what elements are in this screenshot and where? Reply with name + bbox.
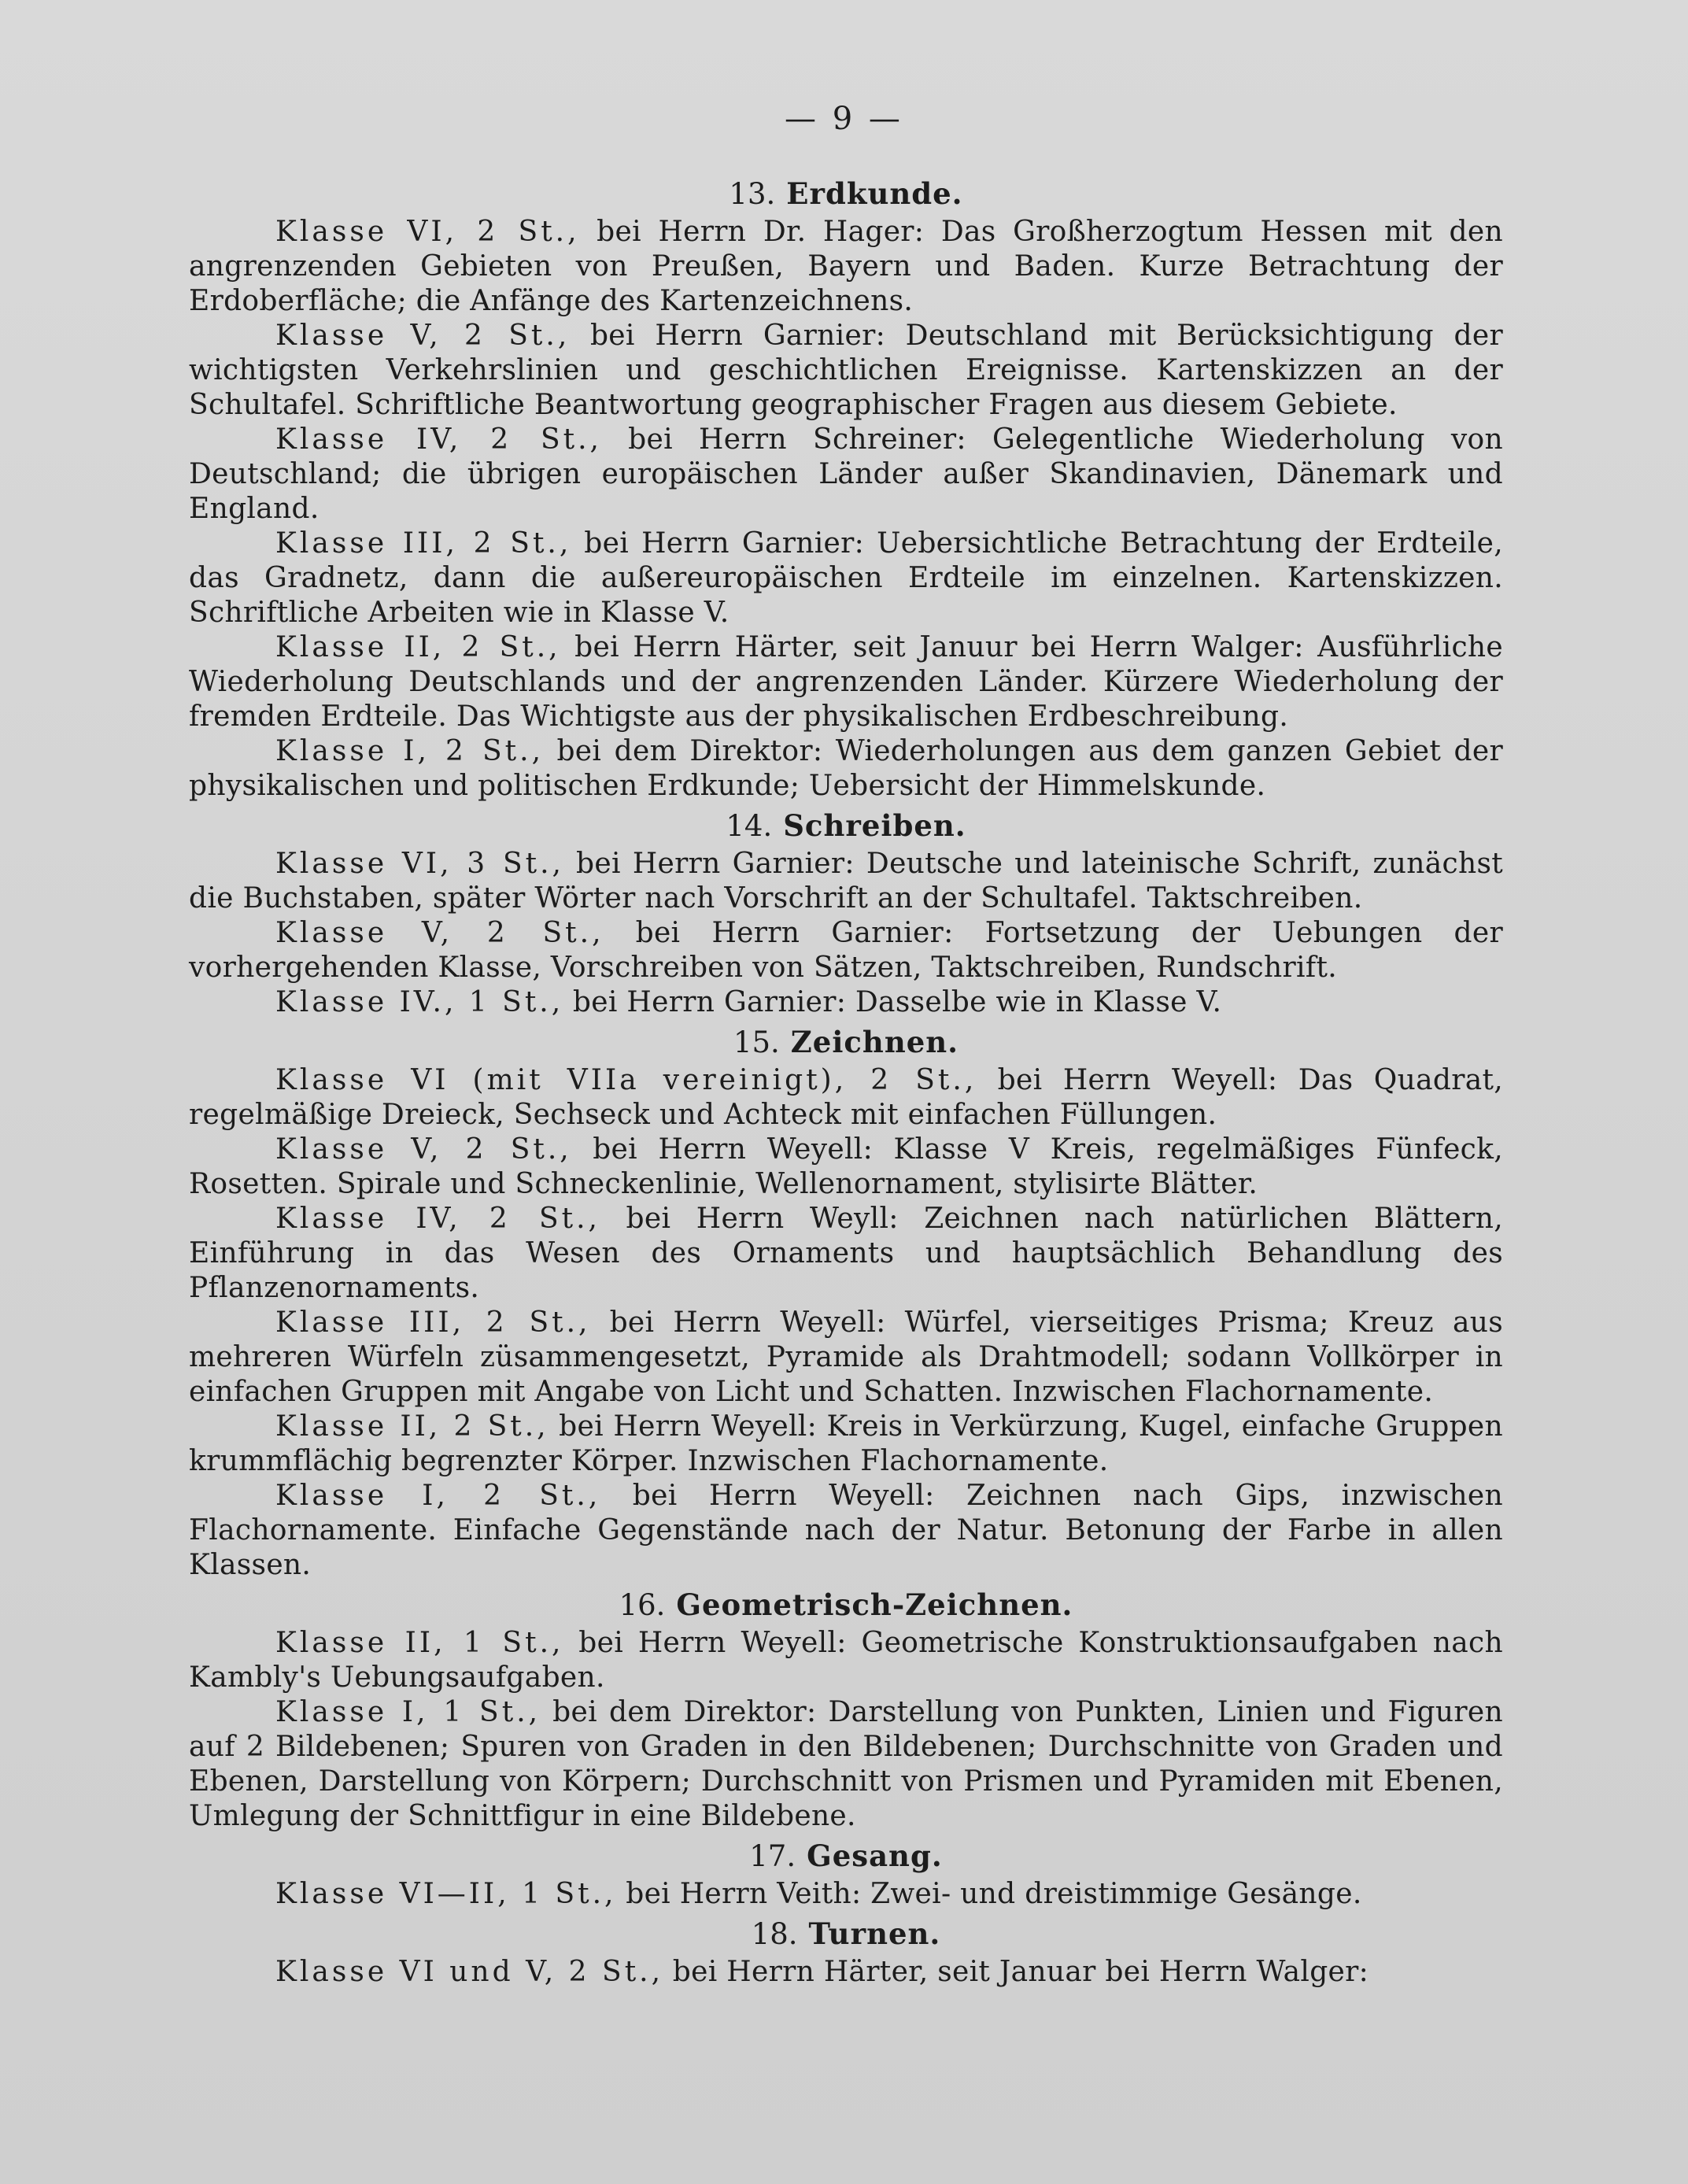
- section-number: 18.: [751, 1917, 798, 1951]
- section-gesang: [189, 1838, 1503, 1912]
- section-title: Schreiben.: [783, 808, 966, 843]
- class-label: Klasse II, 2 St.,: [275, 1410, 549, 1443]
- class-label: Klasse V, 2 St.,: [275, 1133, 572, 1166]
- course-description: bei Herrn Härter, seit Januur bei Herrn Walger: Ausführliche Wiederholung Deutschlands und der angrenzenden Länder. Kürzere Wiederholung der fremden Erdteile. Das Wichtigste aus der physikalischen Erdbeschreibung.: [189, 631, 1503, 733]
- section-schreiben: [189, 808, 1503, 1020]
- course-entry: [189, 215, 1503, 319]
- course-entry: [189, 1306, 1503, 1410]
- section-heading: [189, 1838, 1503, 1874]
- course-entry: [189, 1133, 1503, 1202]
- course-description: bei Herrn Garnier: Deutschland mit Berücksichtigung der wichtigsten Verkehrslinien und geschichtlichen Ereignisse. Kartenskizzen an der Schultafel. Schriftliche Beantwortung geographischer Fragen aus diesem Gebiete.: [189, 320, 1503, 421]
- section-number: 16.: [619, 1588, 666, 1622]
- page-number: — 9 —: [785, 101, 903, 137]
- course-description: bei Herrn Weyell: Kreis in Verkürzung, Kugel, einfache Gruppen krummflächig begrenzter Körper. Inzwischen Flachornamente.: [189, 1410, 1503, 1477]
- course-entry: [189, 423, 1503, 527]
- course-description: bei Herrn Dr. Hager: Das Großherzogtum Hessen mit den angrenzenden Gebieten von Preußen, Bayern und Baden. Kurze Betrachtung der Erdoberfläche; die Anfänge des Kartenzeichnens.: [189, 216, 1503, 317]
- course-entry: [189, 319, 1503, 423]
- course-entry: [189, 1695, 1503, 1834]
- section-heading: [189, 1916, 1503, 1952]
- section-title: Geometrisch-Zeichnen.: [676, 1587, 1073, 1622]
- course-description: bei Herrn Veith: Zwei- und dreistimmige Gesänge.: [616, 1878, 1362, 1910]
- section-erdkunde: [189, 176, 1503, 804]
- course-description: bei Herrn Härter, seit Januar bei Herrn Walger:: [663, 1956, 1369, 1988]
- course-description: bei dem Direktor: Darstellung von Punkten, Linien und Figuren auf 2 Bildebenen; Spuren von Graden in den Bildebenen; Durchschnitte von Graden und Ebenen, Darstellung von Körpern; Durchschnitt von Prismen und Pyramiden mit Ebenen, Umlegung der Schnittfigur in eine Bildebene.: [189, 1696, 1503, 1832]
- course-description: bei Herrn Garnier: Fortsetzung der Uebungen der vorhergehenden Klasse, Vorschreiben von Sätzen, Taktschreiben, Rundschrift.: [189, 917, 1503, 984]
- class-label: Klasse VI, 3 St.,: [275, 848, 564, 880]
- class-label: Klasse VI (mit VIIa vereinigt), 2 St.,: [275, 1064, 977, 1096]
- course-entry: [189, 630, 1503, 734]
- section-title: Turnen.: [808, 1916, 941, 1951]
- course-entry: [189, 847, 1503, 916]
- course-entry: [189, 1202, 1503, 1306]
- course-entry: [189, 1955, 1503, 1990]
- course-entry: [189, 1626, 1503, 1695]
- section-geometrisch-zeichnen: [189, 1587, 1503, 1834]
- class-label: Klasse III, 2 St.,: [275, 527, 572, 560]
- section-heading: [189, 808, 1503, 844]
- class-label: Klasse V, 2 St.,: [275, 917, 604, 949]
- course-description: bei Herrn Weyell: Würfel, vierseitiges Prisma; Kreuz aus mehreren Würfeln züsammengesetzt, Pyramide als Drahtmodell; sodann Vollkörper in einfachen Gruppen mit Angabe von Licht und Schatten. Inzwischen Flachornamente.: [189, 1306, 1503, 1408]
- course-description: bei Herrn Garnier: Uebersichtliche Betrachtung der Erdteile, das Gradnetz, dann die außereuropäischen Erdteile im einzelnen. Kartenskizzen. Schriftliche Arbeiten wie in Klasse V.: [189, 527, 1503, 629]
- course-entry: [189, 734, 1503, 804]
- course-description: bei Herrn Garnier: Deutsche und lateinische Schrift, zunächst die Buchstaben, später Wörter nach Vorschrift an der Schultafel. Taktschreiben.: [189, 848, 1504, 915]
- course-entry: [189, 527, 1503, 630]
- class-label: Klasse II, 1 St.,: [275, 1627, 564, 1659]
- course-entry: [189, 1877, 1503, 1912]
- section-number: 15.: [733, 1025, 780, 1059]
- class-label: Klasse VI, 2 St.,: [275, 216, 580, 248]
- class-label: Klasse I, 1 St.,: [275, 1696, 541, 1728]
- page-content: [189, 172, 1503, 1990]
- section-number: 13.: [729, 177, 776, 211]
- course-description: bei Herrn Weyell: Geometrische Konstruktionsaufgaben nach Kambly's Uebungsaufgaben.: [189, 1627, 1503, 1694]
- section-title: Zeichnen.: [790, 1025, 959, 1059]
- class-label: Klasse V, 2 St.,: [275, 320, 571, 352]
- course-description: bei Herrn Weyll: Zeichnen nach natürlichen Blättern, Einführung in das Wesen des Ornaments und hauptsächlich Behandlung des Pflanzenornaments.: [189, 1203, 1503, 1304]
- section-zeichnen: [189, 1025, 1503, 1583]
- section-turnen: [189, 1916, 1503, 1990]
- section-heading: [189, 176, 1503, 212]
- course-description: bei Herrn Weyell: Zeichnen nach Gips, inzwischen Flachornamente. Einfache Gegenstände nach der Natur. Betonung der Farbe in allen Klassen.: [189, 1480, 1503, 1581]
- course-entry: [189, 916, 1503, 985]
- course-entry: [189, 1063, 1503, 1133]
- class-label: Klasse IV, 2 St.,: [275, 423, 602, 456]
- section-heading: [189, 1025, 1503, 1060]
- class-label: Klasse IV, 2 St.,: [275, 1203, 600, 1235]
- section-title: Gesang.: [807, 1838, 943, 1873]
- section-number: 14.: [726, 809, 773, 843]
- section-heading: [189, 1587, 1503, 1623]
- class-label: Klasse I, 2 St.,: [275, 735, 545, 767]
- section-number: 17.: [749, 1839, 796, 1873]
- class-label: Klasse II, 2 St.,: [275, 631, 561, 663]
- course-entry: [189, 985, 1503, 1020]
- course-description: bei Herrn Weyell: Klasse V Kreis, regelmäßiges Fünfeck, Rosetten. Spirale und Schneckenlinie, Wellenornament, stylisirte Blätter.: [189, 1133, 1504, 1200]
- class-label: Klasse VI—II, 1 St.,: [275, 1878, 617, 1910]
- class-label: Klasse IV., 1 St.,: [275, 986, 564, 1018]
- class-label: Klasse I, 2 St.,: [275, 1480, 601, 1512]
- class-label: Klasse VI und V, 2 St.,: [275, 1956, 664, 1988]
- course-description: bei Herrn Garnier: Dasselbe wie in Klasse V.: [563, 986, 1222, 1018]
- course-entry: [189, 1410, 1503, 1479]
- course-description: bei dem Direktor: Wiederholungen aus dem ganzen Gebiet der physikalischen und politischen Erdkunde; Uebersicht der Himmelskunde.: [189, 735, 1503, 802]
- course-description: bei Herrn Schreiner: Gelegentliche Wiederholung von Deutschland; die übrigen europäischen Länder außer Skandinavien, Dänemark und England.: [189, 423, 1503, 525]
- section-title: Erdkunde.: [786, 176, 963, 211]
- class-label: Klasse III, 2 St.,: [275, 1306, 591, 1339]
- course-description: bei Herrn Weyell: Das Quadrat, regelmäßige Dreieck, Sechseck und Achteck mit einfachen Füllungen.: [189, 1064, 1503, 1131]
- course-entry: [189, 1479, 1503, 1583]
